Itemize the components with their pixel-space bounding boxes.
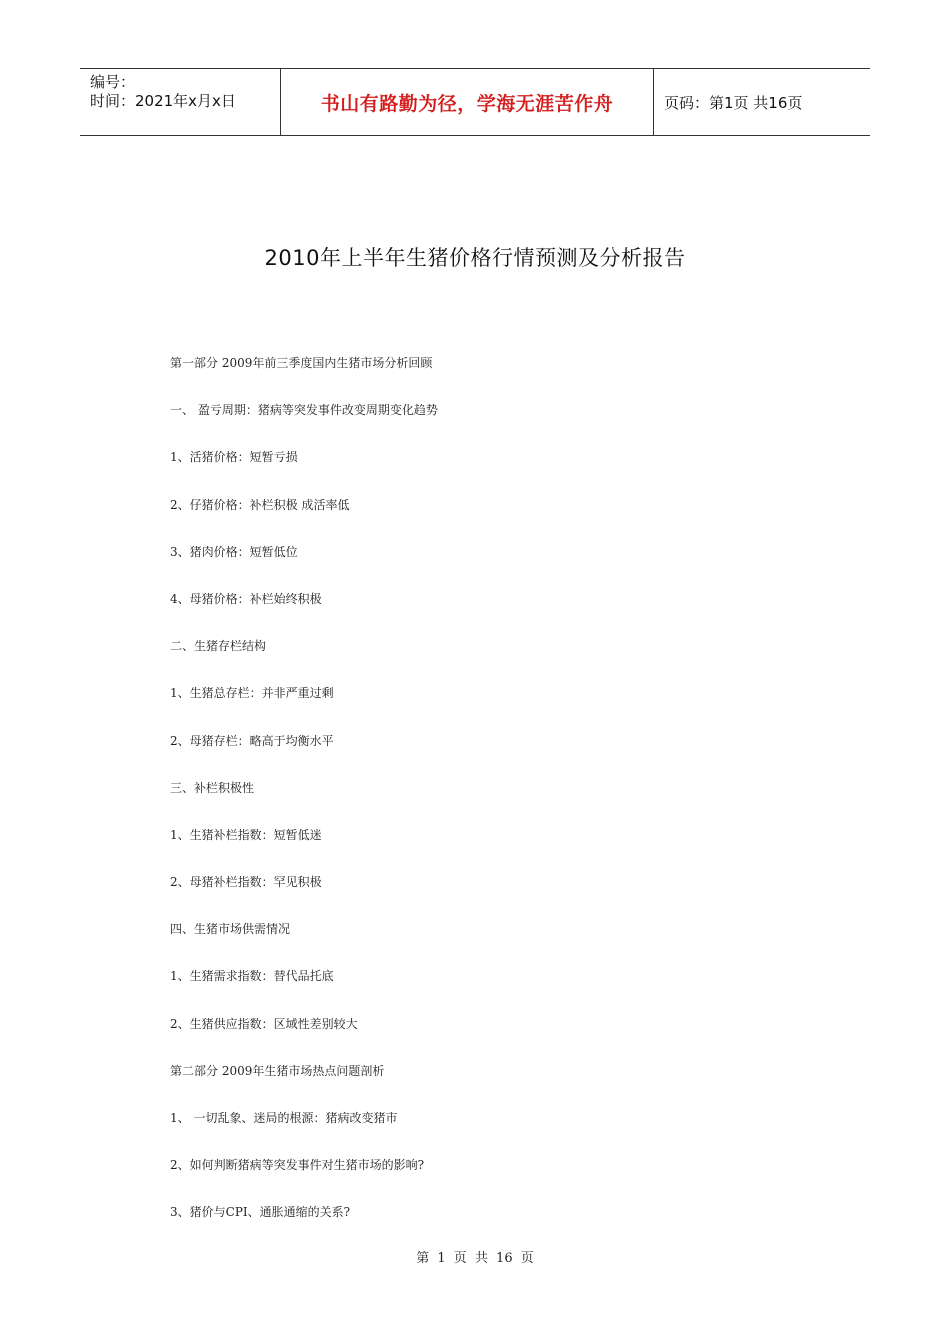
outline-item: 2、生猪供应指数：区域性差别较大 [170, 1016, 358, 1031]
outline-item: 第一部分 2009年前三季度国内生猪市场分析回顾 [170, 356, 433, 370]
time-label: 时间：2021年x月x日 [90, 92, 236, 110]
outline-item: 1、生猪补栏指数：短暂低迷 [170, 827, 322, 842]
serial-label: 编号： [90, 73, 136, 91]
header-page-label: 页码：第1页 共16页 [664, 93, 803, 112]
outline-list [170, 354, 870, 1251]
outline-item: 第二部分 2009年生猪市场热点问题剖析 [170, 1063, 385, 1078]
outline-item: 1、活猪价格：短暂亏损 [170, 450, 298, 465]
outline-item: 2、如何判断猪病等突发事件对生猪市场的影响? [170, 1158, 425, 1173]
outline-item: 一、 盈亏周期：猪病等突发事件改变周期变化趋势 [170, 403, 438, 418]
outline-item: 1、生猪需求指数：替代品托底 [170, 969, 334, 984]
outline-item: 1、生猪总存栏：并非严重过剩 [170, 686, 334, 701]
outline-item: 2、仔猪价格：补栏积极 成活率低 [170, 497, 350, 512]
page-header [80, 68, 870, 136]
outline-item: 三、补栏积极性 [170, 780, 255, 795]
outline-item: 4、母猪价格：补栏始终积极 [170, 591, 322, 606]
page-footer: 第 1 页 共 16 页 [416, 1251, 534, 1266]
outline-item: 1、 一切乱象、迷局的根源：猪病改变猪市 [170, 1111, 398, 1125]
outline-item: 二、生猪存栏结构 [170, 639, 267, 654]
outline-item: 四、生猪市场供需情况 [170, 922, 291, 937]
header-meta [80, 69, 281, 135]
outline-item: 3、猪肉价格：短暂低位 [170, 544, 298, 559]
header-motto: 书山有路勤为径，学海无涯苦作舟 [281, 69, 654, 135]
outline-item: 2、母猪补栏指数：罕见积极 [170, 875, 322, 890]
document-title: 2010年上半年生猪价格行情预测及分析报告 [264, 246, 686, 270]
outline-item: 3、猪价与CPI、通胀通缩的关系? [170, 1205, 351, 1220]
outline-item: 2、母猪存栏：略高于均衡水平 [170, 733, 334, 748]
